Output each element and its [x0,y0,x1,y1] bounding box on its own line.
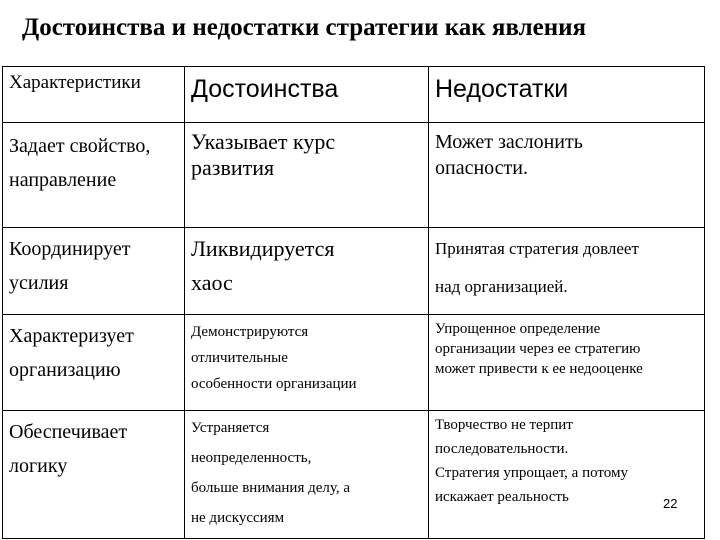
row1-disadvantage [429,123,705,228]
cell-line: неопределенность, [191,450,312,466]
row2-disadvantage [429,228,705,315]
strategy-table [2,66,705,539]
header-disadvantages: Недостатки [429,67,705,123]
cell-line: Координирует [9,238,131,260]
table-header-row [3,67,705,123]
cell-line: логику [9,455,68,477]
row2-characteristic [3,228,185,315]
cell-line: Принятая стратегия довлеет [435,239,639,258]
cell-line: Может заслонить [435,131,583,153]
cell-line: Демонстрируются [191,324,309,340]
cell-line: Стратегия упрощает, а потому [435,465,628,481]
cell-line: организацию [9,359,121,381]
cell-line: Указывает курс [191,129,336,154]
slide-title: Достоинства и недостатки стратегии как явления [22,14,587,41]
cell-line: Упрощенное определение [435,321,601,337]
header-advantages: Достоинства [185,67,429,123]
cell-line: над организацией. [435,277,568,296]
cell-line: больше внимания делу, а [191,480,351,496]
cell-line: хаос [191,270,233,295]
cell-line: направление [9,169,117,191]
cell-line: особенности организации [191,376,357,392]
cell-line: может привести к ее недооценке [435,361,643,377]
cell-line: последовательности. [435,441,569,457]
row4-disadvantage [429,411,705,539]
row2-advantage [185,228,429,315]
cell-line: Обеспечивает [9,421,128,443]
table-row [3,411,705,539]
table-row [3,123,705,228]
cell-line: Ликвидируется [191,236,335,261]
cell-line: Задает свойство, [9,135,151,157]
table-row [3,315,705,411]
cell-line: Творчество не терпит [435,417,573,433]
cell-line: развития [191,155,275,180]
row1-advantage [185,123,429,228]
header-characteristics: Характеристики [3,67,185,123]
cell-line: отличительные [191,350,288,366]
row4-characteristic [3,411,185,539]
cell-line: усилия [9,272,69,294]
row4-advantage [185,411,429,539]
row3-advantage [185,315,429,411]
row3-characteristic [3,315,185,411]
cell-line: организации через ее стратегию [435,341,641,357]
cell-line: не дискуссиям [191,510,285,526]
row1-characteristic [3,123,185,228]
page-number: 22 [663,496,678,511]
cell-line: Характеризует [9,325,134,347]
table-row [3,228,705,315]
row3-disadvantage [429,315,705,411]
cell-line: искажает реальность [435,489,569,505]
cell-line: опасности. [435,157,528,179]
cell-line: Устраняется [191,420,270,436]
